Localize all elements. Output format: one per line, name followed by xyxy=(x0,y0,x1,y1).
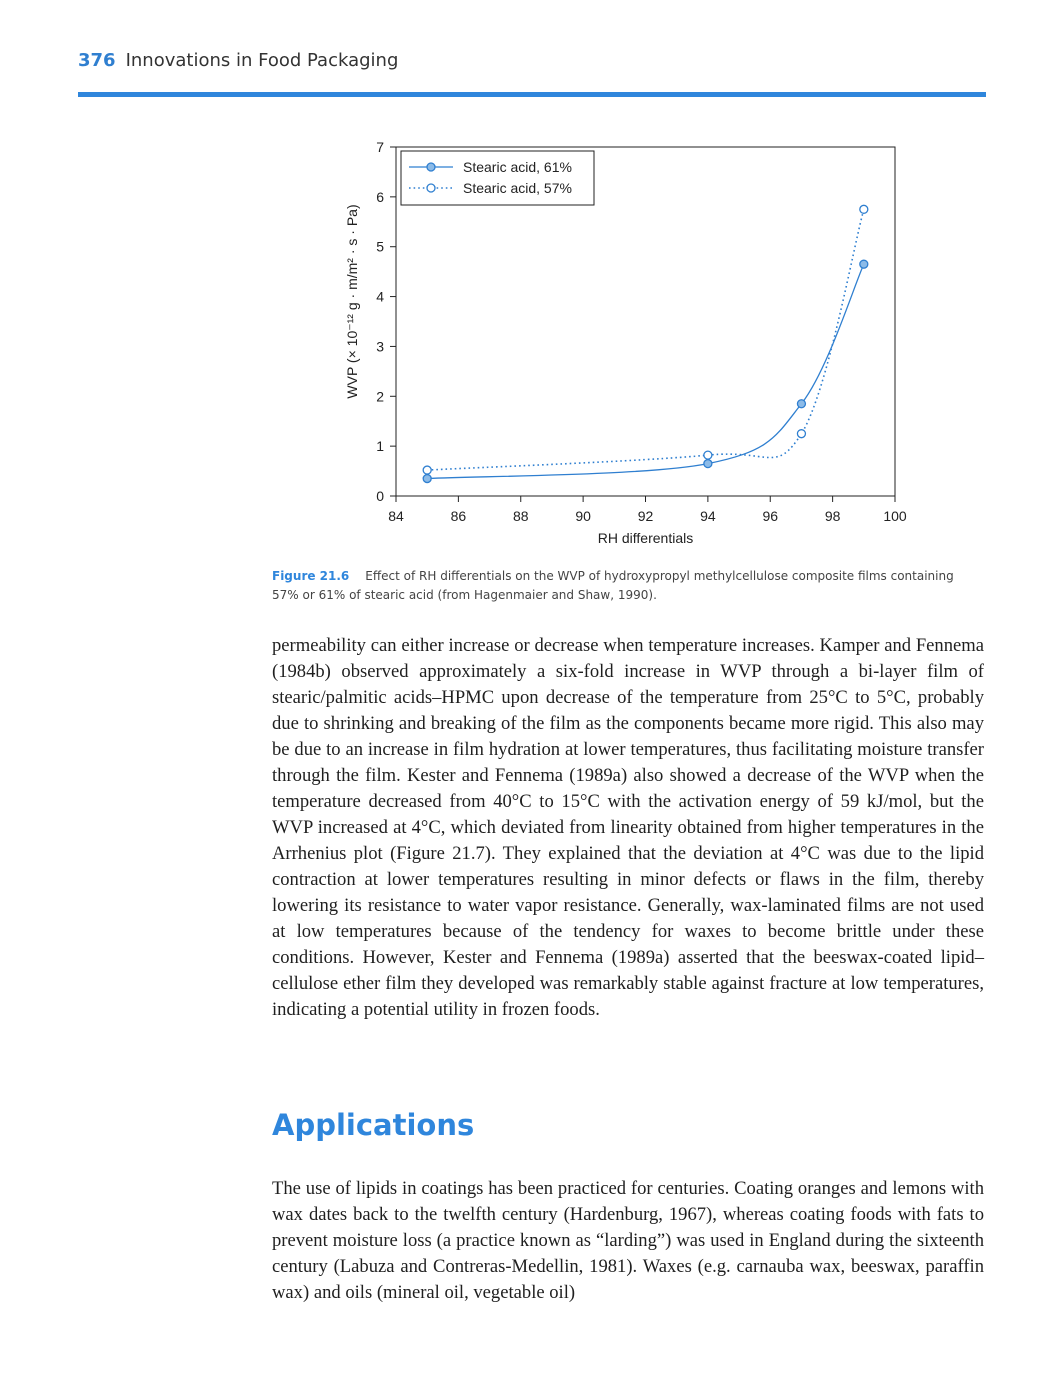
section-heading: Applications xyxy=(272,1108,475,1142)
x-tick-label: 86 xyxy=(450,508,467,524)
chart-series xyxy=(423,205,868,482)
y-tick-label: 0 xyxy=(376,488,384,504)
legend-label-2: Stearic acid, 57% xyxy=(463,180,572,196)
y-axis-label: WVP (× 10⁻¹² g · m/m² · s · Pa) xyxy=(344,204,360,399)
chart-legend xyxy=(401,151,594,205)
y-tick-label: 7 xyxy=(376,139,384,155)
x-tick-label: 100 xyxy=(883,508,907,524)
x-tick-label: 84 xyxy=(388,508,404,524)
x-tick-label: 88 xyxy=(512,508,529,524)
figure-caption xyxy=(272,567,972,605)
y-tick-label: 4 xyxy=(376,288,384,305)
page-number: 376 xyxy=(78,50,116,71)
x-tick-label: 96 xyxy=(762,508,779,524)
y-tick-label: 1 xyxy=(376,438,384,455)
x-axis-label: RH differentials xyxy=(597,530,694,546)
body-paragraph-2: The use of lipids in coatings has been practiced for centuries. Coating oranges and lemons with wax dates back to the twelfth century (Hardenburg, 1967), whereas coating foods with fats to prevent moisture loss (a practice known as “larding”) was used in England during the sixteenth century (Labuza and Contreras-Medellin, 1981). Waxes (e.g. carnauba wax, beeswax, paraffin wax) and oils (mineral oil, vegetable oil) xyxy=(272,1178,984,1303)
series-1-point xyxy=(797,400,805,408)
running-title: Innovations in Food Packaging xyxy=(125,50,399,71)
figure-label: Figure 21.6 xyxy=(272,569,350,583)
legend-swatch-marker-2 xyxy=(427,184,435,192)
header-rule xyxy=(78,92,986,97)
series-line-1 xyxy=(427,264,864,478)
figure-caption-text: Effect of RH differentials on the WVP of hydroxypropyl methylcellulose composite films containing 57% or 61% of stearic acid (from Hagenmaier and Shaw, 1990). xyxy=(272,569,954,602)
body-paragraph-1: permeability can either increase or decrease when temperature increases. Kamper and Fennema (1984b) observed approximately a six-fold increase in WVP through a bi-layer film of stearic/palmitic acids–HPMC upon decrease of the temperature from 25°C to 5°C, probably due to shrinking and breaking of the film as the components became more rigid. This also may be due to an increase in film hydration at lower temperatures, thus facilitating moisture transfer through the film. Kester and Fennema (1989a) also showed a decrease of the WVP when the temperature decreased from 40°C to 15°C with the activation energy of 59 kJ/mol, but the WVP increased at 4°C, which deviated from linearity obtained from higher temperatures in the Arrhenius plot (Figure 21.7). They explained that the deviation at 4°C was due to the lipid contraction at lower temperatures resulting in minor defects or flaws in the film, thereby lowering its resistance to water vapor resistance. Generally, wax-laminated films are not used at low temperatures because of the tendency for waxes to become brittle under these conditions. However, Kester and Fennema (1989a) asserted that the beeswax-coated lipid–cellulose ether film they developed was remarkably stable against fracture at low temperatures, indicating a potential utility in frozen foods. xyxy=(272,635,984,1020)
legend-label-1: Stearic acid, 61% xyxy=(463,159,572,175)
legend-swatch-marker-1 xyxy=(427,163,435,171)
series-1-point xyxy=(860,260,868,268)
series-2-point xyxy=(704,451,712,459)
x-tick-label: 94 xyxy=(700,508,716,524)
y-tick-label: 2 xyxy=(376,388,384,405)
y-tick-label: 5 xyxy=(376,238,384,255)
x-tick-label: 98 xyxy=(824,508,841,524)
series-1-point xyxy=(704,460,712,468)
series-1-point xyxy=(423,475,431,483)
series-2-point xyxy=(423,466,431,474)
x-tick-label: 92 xyxy=(637,508,654,524)
running-head xyxy=(78,50,398,71)
x-tick-label: 90 xyxy=(575,508,591,524)
y-tick-label: 3 xyxy=(376,338,384,355)
series-2-point xyxy=(797,430,805,438)
wvp-chart xyxy=(340,130,940,555)
y-tick-label: 6 xyxy=(376,188,384,205)
series-2-point xyxy=(860,205,868,213)
